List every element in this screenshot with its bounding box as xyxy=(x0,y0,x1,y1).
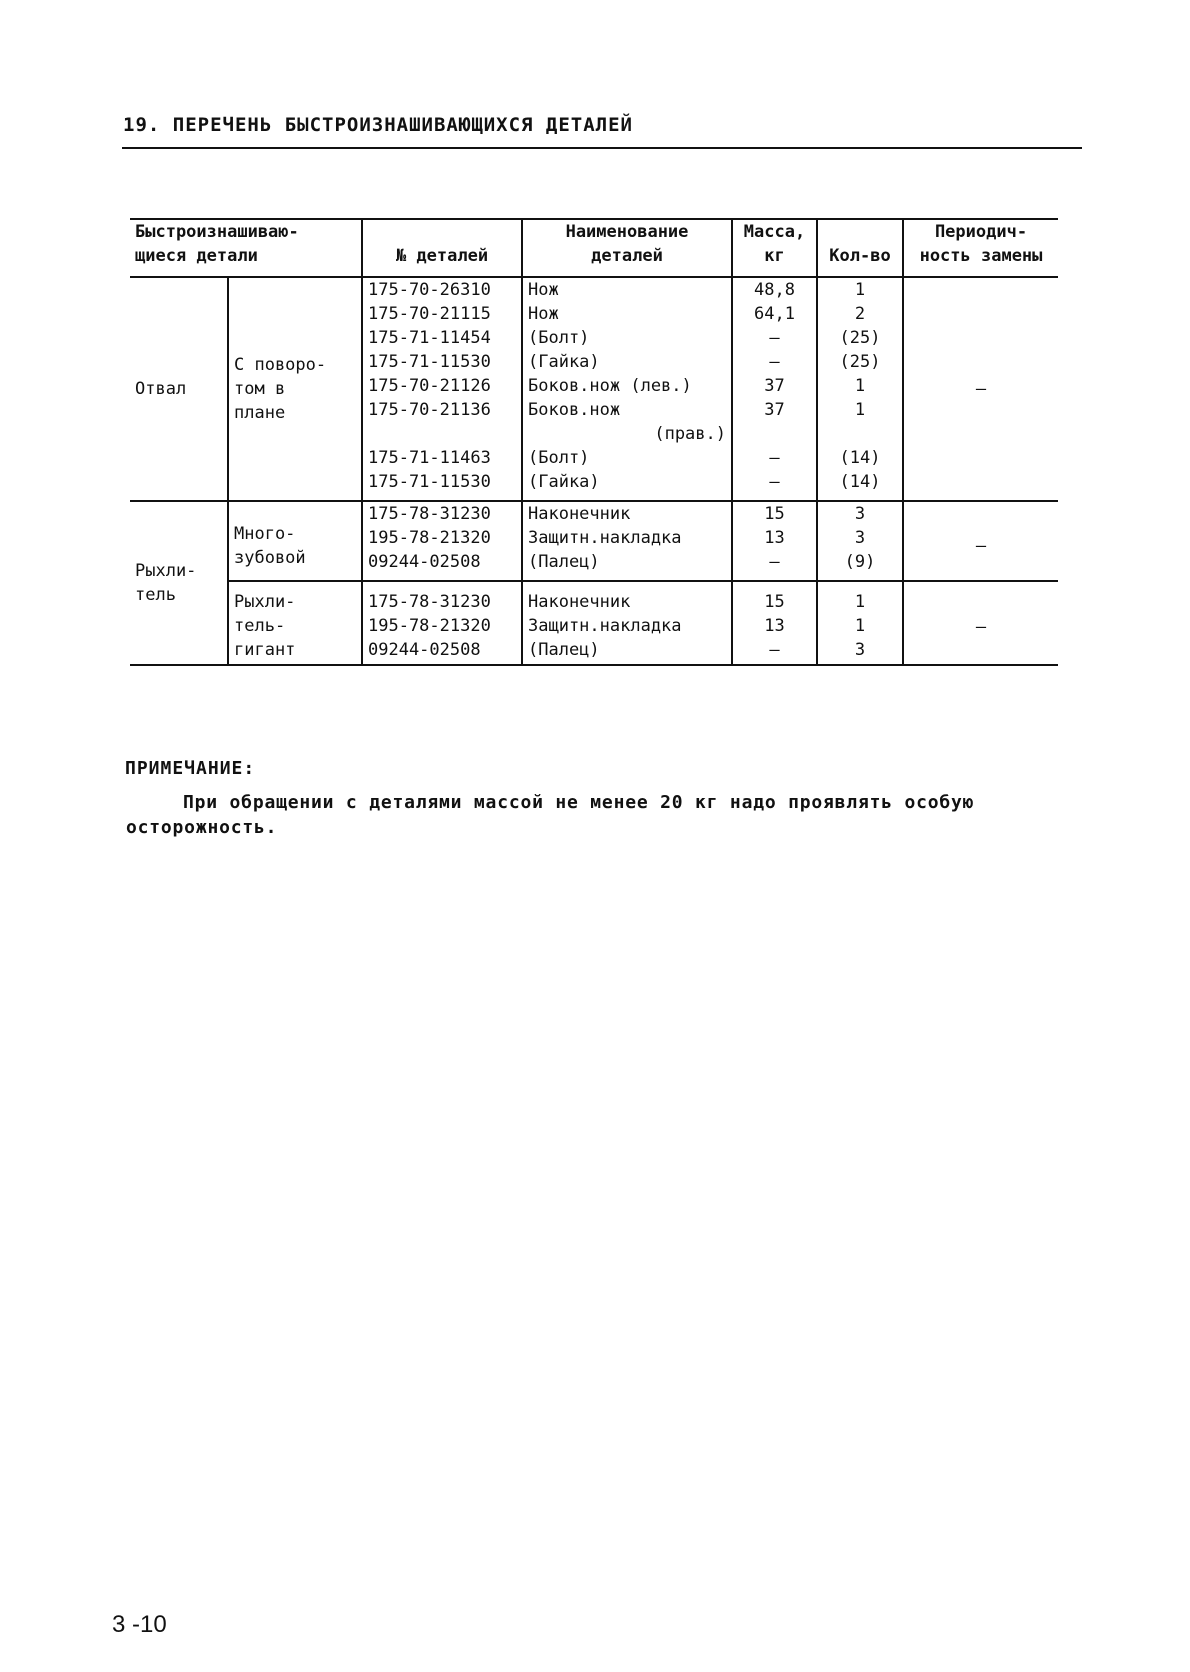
part-no-cell: 175-71-11454 xyxy=(362,326,522,350)
period-cell: — xyxy=(903,277,1058,501)
part-name-cell: (Палец) xyxy=(522,550,732,581)
subgroup-cell-turning: С поворо- том в плане xyxy=(228,277,362,501)
qty-cell: (14) xyxy=(817,470,903,501)
part-name-cell: Боков.нож xyxy=(522,398,732,422)
part-no-cell: 175-78-31230 xyxy=(362,581,522,614)
qty-cell: 1 xyxy=(817,398,903,422)
period-cell: — xyxy=(903,581,1058,665)
qty-cell: (25) xyxy=(817,350,903,374)
header-group xyxy=(130,219,362,277)
table-header-row xyxy=(130,219,1058,277)
header-group-line2: щиеся детали xyxy=(135,246,258,266)
mass-cell: 37 xyxy=(732,374,817,398)
part-name-cell: (Болт) xyxy=(522,446,732,470)
mass-cell: 37 xyxy=(732,398,817,422)
part-name-cell: Боков.нож (лев.) xyxy=(522,374,732,398)
qty-cell: (14) xyxy=(817,446,903,470)
qty-cell: 3 xyxy=(817,501,903,526)
mass-cell: — xyxy=(732,638,817,665)
part-name-cell: Наконечник xyxy=(522,581,732,614)
part-no-cell: 175-71-11530 xyxy=(362,350,522,374)
qty-cell: 1 xyxy=(817,277,903,302)
part-no-cell: 175-70-21115 xyxy=(362,302,522,326)
mass-cell xyxy=(732,422,817,446)
table-row xyxy=(130,277,1058,302)
part-no-cell: 175-70-21136 xyxy=(362,398,522,422)
mass-cell: 64,1 xyxy=(732,302,817,326)
part-no-cell: 195-78-21320 xyxy=(362,614,522,638)
qty-cell xyxy=(817,422,903,446)
header-name: Наименование деталей xyxy=(522,219,732,277)
part-name-cell: Защитн.накладка xyxy=(522,614,732,638)
page-number: 3 -10 xyxy=(112,1611,167,1638)
mass-cell: 13 xyxy=(732,526,817,550)
qty-cell: 1 xyxy=(817,614,903,638)
group-cell-otval: Отвал xyxy=(135,379,187,399)
part-name-cell: Наконечник xyxy=(522,501,732,526)
mass-cell: — xyxy=(732,550,817,581)
part-no-cell: 175-70-26310 xyxy=(362,277,522,302)
mass-cell: — xyxy=(732,350,817,374)
mass-cell: 48,8 xyxy=(732,277,817,302)
part-no-cell: 175-71-11530 xyxy=(362,470,522,501)
heading-rule xyxy=(122,147,1082,149)
subgroup-cell-multishank: Много- зубовой xyxy=(228,501,362,581)
header-group-line1: Быстроизнашиваю- xyxy=(135,222,299,242)
part-name-cell: (Палец) xyxy=(522,638,732,665)
part-no-cell: 195-78-21320 xyxy=(362,526,522,550)
qty-cell: 2 xyxy=(817,302,903,326)
header-qty: Кол-во xyxy=(817,219,903,277)
part-no-cell: 09244-02508 xyxy=(362,638,522,665)
qty-cell: (25) xyxy=(817,326,903,350)
group-cell-ripper: Рыхли- тель xyxy=(135,561,197,605)
qty-cell: 3 xyxy=(817,638,903,665)
part-name-cell: (Гайка) xyxy=(522,350,732,374)
mass-cell: 15 xyxy=(732,581,817,614)
part-name-cell: Нож xyxy=(522,302,732,326)
header-part-no: № деталей xyxy=(362,219,522,277)
period-cell: — xyxy=(903,501,1058,581)
table-row xyxy=(130,581,1058,614)
part-name-continuation: (прав.) xyxy=(522,422,732,446)
qty-cell: 1 xyxy=(817,581,903,614)
part-no-cell xyxy=(362,422,522,446)
part-name-cell: Нож xyxy=(522,277,732,302)
note-text: При обращении с деталями массой не менее 20 кг надо проявлять особую осторожность. xyxy=(126,792,975,838)
part-no-cell: 175-78-31230 xyxy=(362,501,522,526)
subgroup-cell-giant: Рыхли- тель- гигант xyxy=(228,581,362,665)
note-title: ПРИМЕЧАНИЕ: xyxy=(125,758,256,779)
mass-cell: 15 xyxy=(732,501,817,526)
section-heading: 19. ПЕРЕЧЕНЬ БЫСТРОИЗНАШИВАЮЩИХСЯ ДЕТАЛЕЙ xyxy=(123,114,633,136)
part-no-cell: 175-70-21126 xyxy=(362,374,522,398)
part-name-cell: (Гайка) xyxy=(522,470,732,501)
header-period: Периодич- ность замены xyxy=(903,219,1058,277)
part-name-cell: (Болт) xyxy=(522,326,732,350)
qty-cell: 1 xyxy=(817,374,903,398)
header-mass: Масса, кг xyxy=(732,219,817,277)
part-name-cell: Защитн.накладка xyxy=(522,526,732,550)
part-no-cell: 09244-02508 xyxy=(362,550,522,581)
qty-cell: (9) xyxy=(817,550,903,581)
wear-parts-table xyxy=(130,218,1058,666)
mass-cell: 13 xyxy=(732,614,817,638)
mass-cell: — xyxy=(732,470,817,501)
qty-cell: 3 xyxy=(817,526,903,550)
part-no-cell: 175-71-11463 xyxy=(362,446,522,470)
mass-cell: — xyxy=(732,326,817,350)
mass-cell: — xyxy=(732,446,817,470)
table-row xyxy=(130,501,1058,526)
